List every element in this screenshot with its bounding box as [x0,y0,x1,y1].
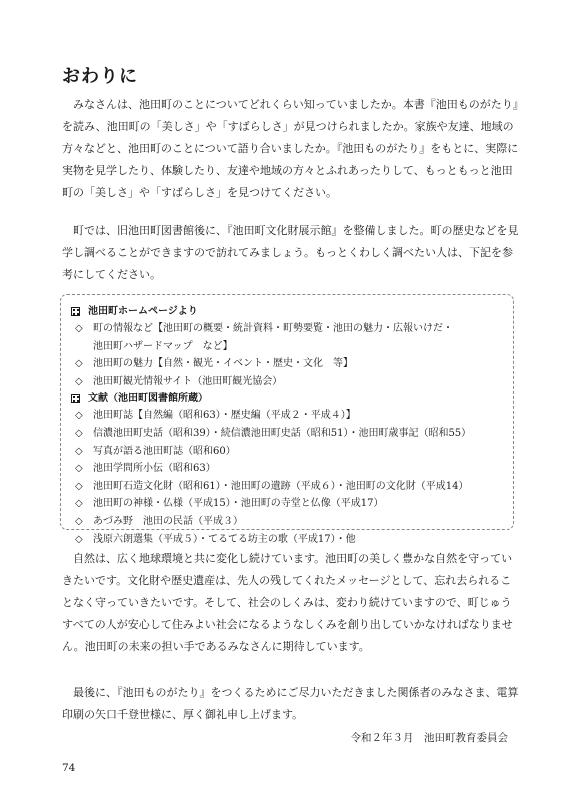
list-item [71,478,503,496]
diamond-bullet-icon: ◇ [75,323,83,334]
page-heading: おわりに [62,66,138,87]
list-item [71,513,503,531]
list-item-text: 池田町石造文化財（昭和61）・池田町の遺跡（平成６）・池田町の文化財（平成14） [93,480,469,492]
diamond-bullet-icon: ◇ [75,427,83,439]
list-item-text: 池田町の神様・仏様（平成15）・池田町の寺堂と仏像（平成17） [93,498,384,510]
list-item [71,373,503,391]
nature-paragraph: 自然は、広く地球環境と共に変化し続けています。池田町の美しく豊かな自然を守っていきたいです。文化財や歴史遺産は、先人の残してくれたメッセージとして、忘れ去られることなく守っていきたいです。そして、社会のしくみは、変わり続けていますので、町じゅうすべての人が安心して住みよい社会になるようなしくみを創り出していかなければなりません。池田町の未来の担い手であるみなさんに期待しています。 [62,552,513,653]
list-item [71,355,503,373]
list-item [71,425,503,443]
reference-box [60,294,514,545]
page-number: 74 [62,762,76,774]
list-item-text: 信濃池田町史話（昭和39）・続信濃池田町史話（昭和51）・池田町歳事記（昭和55） [93,427,472,439]
list-item [71,460,503,478]
diamond-bullet-icon: ◇ [75,375,83,387]
list-item-text: あづみ野 池田の民話（平成３） [93,515,243,527]
dice-icon [71,307,80,316]
exhibition-paragraph: 町では、旧池田町図書館後に、『池田町文化財展示館』を整備しました。町の歴史などを見学し調べることができますので訪れてみましょう。もっとくわしく調べたい人は、下記を参考にしてください。 [62,224,519,281]
diamond-bullet-icon: ◇ [75,445,83,457]
homepage-heading-label: 池田町ホームページより [88,306,198,317]
intro-paragraph: みなさんは、池田町のことについてどれくらい知っていましたか。本書『池田ものがたり』を読み、池田町の「美しさ」や「すばらしさ」が見つけられましたか。家族や友達、地域の方々などと、池田町のことについて語り合いましたか。『池田ものがたり』をもとに、実際に実物を見学したり、体験したり、友達や地域の方々とふれあったりして、もっともっと池田町の「美しさ」や「すばらしさ」を見つけてください。 [62,98,519,199]
list-item [71,407,503,425]
list-item-text: 池田町誌【自然編（昭和63）・歴史編（平成２・平成４）】 [93,410,356,422]
list-item [71,531,503,549]
list-item-text: 町の情報など【池田町の概要・統計資料・町勢要覧・池田の魅力・広報いけだ・ [93,323,453,334]
list-item-text: 浅原六朗選集（平成５）・てるてる坊主の歌（平成17）・他 [93,533,356,545]
diamond-bullet-icon: ◇ [75,480,83,492]
books-heading-label: 文献（池田町図書館所蔵） [88,393,208,405]
diamond-bullet-icon: ◇ [75,358,83,370]
closing-signature: 令和２年３月 池田町教育委員会 [350,732,508,744]
list-item [71,320,503,338]
list-item-text: 池田町観光情報サイト（池田町観光協会） [93,375,283,387]
diamond-bullet-icon: ◇ [75,533,83,545]
list-item [71,443,503,461]
acknowledgement-paragraph: 最後に、『池田ものがたり』をつくるためにご尽力いただきました関係者のみなさま、電算印刷の矢口千登世様に、厚く御礼申し上げます。 [62,686,519,721]
list-item-continuation: 池田町ハザードマップ など】 [93,340,233,352]
homepage-section-heading [71,303,503,320]
list-item-text: 池田学問所小伝（昭和63） [93,463,216,475]
list-item [71,495,503,513]
books-section-heading [71,390,503,407]
list-item-text: 写真が語る池田町誌（昭和60） [93,445,236,457]
diamond-bullet-icon: ◇ [75,410,83,422]
diamond-bullet-icon: ◇ [75,515,83,527]
list-item-text: 池田町の魅力【自然・観光・イベント・歴史・文化 等】 [93,358,353,370]
diamond-bullet-icon: ◇ [75,498,83,510]
dice-icon [71,394,80,403]
diamond-bullet-icon: ◇ [75,463,83,475]
